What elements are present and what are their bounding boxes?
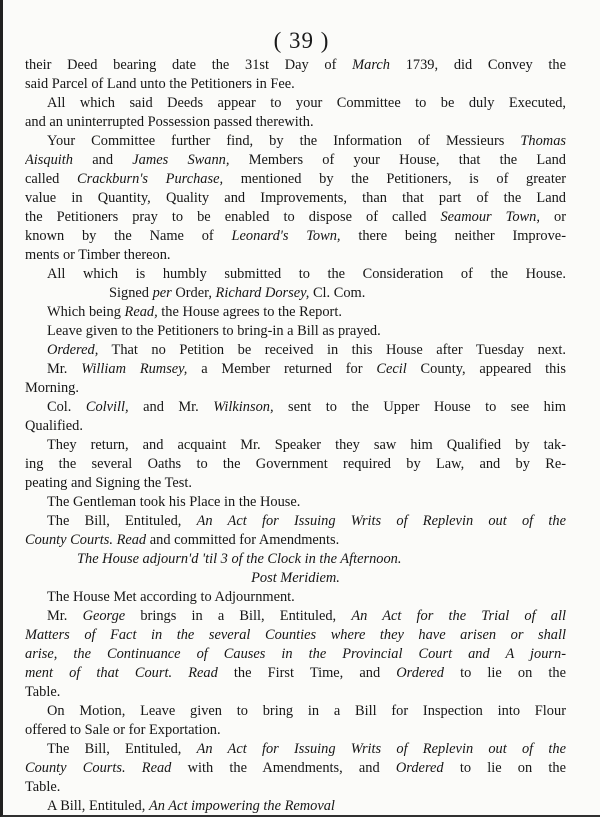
- text-segment: or: [539, 209, 566, 225]
- text-line: [25, 341, 566, 360]
- text-line: [25, 360, 566, 379]
- text-line: [25, 531, 566, 550]
- text-segment: On Motion, Leave given to bring in a Bill for Inspection into Flour: [47, 703, 566, 719]
- text-segment: They return, and acquaint Mr. Speaker they saw him Qualified by tak-: [47, 437, 566, 453]
- text-segment: [172, 665, 188, 681]
- text-line: [25, 588, 566, 607]
- italic-text: Leonard's Town,: [231, 228, 341, 244]
- italic-text: Seamour Town,: [440, 209, 540, 225]
- text-segment: to lie on the: [443, 760, 566, 776]
- text-line: [25, 569, 566, 588]
- text-segment: with the Amendments, and: [171, 760, 396, 776]
- text-segment: mentioned by the Petitioners, is of greater: [223, 171, 566, 187]
- text-line: [25, 322, 566, 341]
- italic-text: Read: [141, 760, 172, 776]
- italic-text: The House adjourn'd 'til 3 of the Clock in the Afternoon.: [77, 551, 402, 567]
- text-line: [25, 664, 566, 683]
- text-segment: sent to the Upper House to see him: [273, 399, 566, 415]
- text-line: [25, 284, 566, 303]
- italic-text: Richard Dorsey,: [215, 285, 310, 301]
- text-line: [25, 170, 566, 189]
- text-line: [25, 778, 566, 797]
- text-line: [25, 797, 566, 816]
- text-line: [25, 379, 566, 398]
- italic-text: James Swann,: [132, 152, 230, 168]
- text-segment: to lie on the: [443, 665, 566, 681]
- text-segment: 1739, did Convey the: [390, 57, 566, 73]
- text-line: [25, 493, 566, 512]
- text-segment: Your Committee further find, by the Information of Messieurs: [47, 133, 521, 149]
- text-segment: The Bill, Entituled,: [47, 513, 197, 529]
- text-segment: Qualified.: [25, 418, 83, 434]
- text-line: [25, 455, 566, 474]
- text-segment: said Parcel of Land unto the Petitioners in Fee.: [25, 76, 295, 92]
- italic-text: William Rumsey,: [81, 361, 188, 377]
- text-segment: Table.: [25, 779, 61, 795]
- text-line: [25, 550, 566, 569]
- text-segment: offered to Sale or for Exportation.: [25, 722, 221, 738]
- text-segment: and an uninterrupted Possession passed therewith.: [25, 114, 314, 130]
- italic-text: An Act impowering the Removal: [148, 798, 335, 814]
- text-line: [25, 721, 566, 740]
- italic-text: per: [152, 285, 172, 301]
- text-line: [25, 512, 566, 531]
- text-segment: Cl. Com.: [309, 285, 366, 301]
- text-line: [25, 607, 566, 626]
- italic-text: Aisquith: [25, 152, 73, 168]
- text-segment: the First Time, and: [217, 665, 397, 681]
- text-segment: there being neither Improve-: [340, 228, 566, 244]
- text-segment: value in Quantity, Quality and Improvements, than that part of the Land: [25, 190, 566, 206]
- text-segment: Table.: [25, 684, 61, 700]
- text-line: [25, 189, 566, 208]
- text-line: [25, 151, 566, 170]
- italic-text: Thomas: [520, 133, 566, 149]
- italic-text: Cecil: [376, 361, 407, 377]
- text-line: [25, 702, 566, 721]
- italic-text: arise, the Continuance of Causes in the Provincial Court and A journ-: [25, 646, 566, 662]
- italic-text: Ordered: [395, 760, 444, 776]
- italic-text: Post Meridiem.: [251, 570, 340, 586]
- text-segment: the House agrees to the Report.: [157, 304, 342, 320]
- italic-text: An Act for the Trial of all: [351, 608, 566, 624]
- text-segment: Members of your House, that the Land: [229, 152, 566, 168]
- italic-text: Matters of Fact in the several Counties where they have arisen or shall: [25, 627, 566, 643]
- italic-text: George: [82, 608, 126, 624]
- text-line: [25, 474, 566, 493]
- text-segment: ments or Timber thereon.: [25, 247, 171, 263]
- body-text: [3, 56, 600, 816]
- italic-text: Wilkinson,: [213, 399, 274, 415]
- italic-text: An Act for Issuing Writs of Replevin out of the: [196, 513, 566, 529]
- text-segment: Mr.: [47, 608, 83, 624]
- italic-text: Read,: [124, 304, 158, 320]
- text-segment: All which is humbly submitted to the Consideration of the House.: [47, 266, 566, 282]
- text-segment: Col.: [47, 399, 86, 415]
- text-segment: The Bill, Entituled,: [47, 741, 197, 757]
- text-segment: The Gentleman took his Place in the House.: [47, 494, 301, 510]
- italic-text: Colvill,: [85, 399, 129, 415]
- text-segment: and Mr.: [128, 399, 214, 415]
- italic-text: County Courts.: [25, 760, 126, 776]
- text-segment: Signed: [109, 285, 153, 301]
- text-line: [25, 94, 566, 113]
- text-line: [25, 398, 566, 417]
- text-segment: That no Petition be received in this House after Tuesday next.: [98, 342, 566, 358]
- text-line: [25, 265, 566, 284]
- italic-text: An Act for Issuing Writs of Replevin out of the: [196, 741, 566, 757]
- text-line: [25, 132, 566, 151]
- text-line: [25, 227, 566, 246]
- italic-text: March: [352, 57, 390, 73]
- text-segment: brings in a Bill, Entituled,: [125, 608, 352, 624]
- text-segment: [126, 760, 142, 776]
- text-segment: peating and Signing the Test.: [25, 475, 192, 491]
- text-segment: ing the several Oaths to the Government required by Law, and by Re-: [25, 456, 566, 472]
- text-segment: the Petitioners pray to be enabled to dispose of called: [25, 209, 441, 225]
- text-line: [25, 436, 566, 455]
- italic-text: Ordered,: [47, 342, 99, 358]
- text-segment: and: [72, 152, 133, 168]
- text-segment: Which being: [47, 304, 125, 320]
- text-segment: called: [25, 171, 77, 187]
- text-line: [25, 75, 566, 94]
- text-segment: their Deed bearing date the 31st Day of: [25, 57, 353, 73]
- italic-text: County Courts.: [25, 532, 113, 548]
- text-line: [25, 303, 566, 322]
- text-line: [25, 759, 566, 778]
- text-segment: Morning.: [25, 380, 79, 396]
- italic-text: Crackburn's Purchase,: [77, 171, 224, 187]
- text-line: [25, 208, 566, 227]
- text-segment: Order,: [171, 285, 216, 301]
- text-segment: The House Met according to Adjournment.: [47, 589, 295, 605]
- page-number: ( 39 ): [273, 28, 330, 53]
- text-line: [25, 246, 566, 265]
- text-segment: County, appeared this: [406, 361, 566, 377]
- text-line: [25, 645, 566, 664]
- text-segment: and committed for Amendments.: [146, 532, 340, 548]
- text-line: [25, 56, 566, 75]
- text-line: [25, 740, 566, 759]
- text-segment: Leave given to the Petitioners to bring-in a Bill as prayed.: [47, 323, 381, 339]
- text-segment: Mr.: [47, 361, 82, 377]
- italic-text: Read: [188, 665, 218, 681]
- text-line: [25, 683, 566, 702]
- italic-text: Ordered: [396, 665, 444, 681]
- text-line: [25, 113, 566, 132]
- italic-text: Read: [116, 532, 147, 548]
- text-segment: A Bill, Entituled,: [47, 798, 149, 814]
- text-segment: a Member returned for: [187, 361, 377, 377]
- text-line: [25, 626, 566, 645]
- text-segment: All which said Deeds appear to your Committee to be duly Executed,: [47, 95, 566, 111]
- italic-text: ment of that Court.: [25, 665, 173, 681]
- text-segment: known by the Name of: [25, 228, 232, 244]
- text-line: [25, 417, 566, 436]
